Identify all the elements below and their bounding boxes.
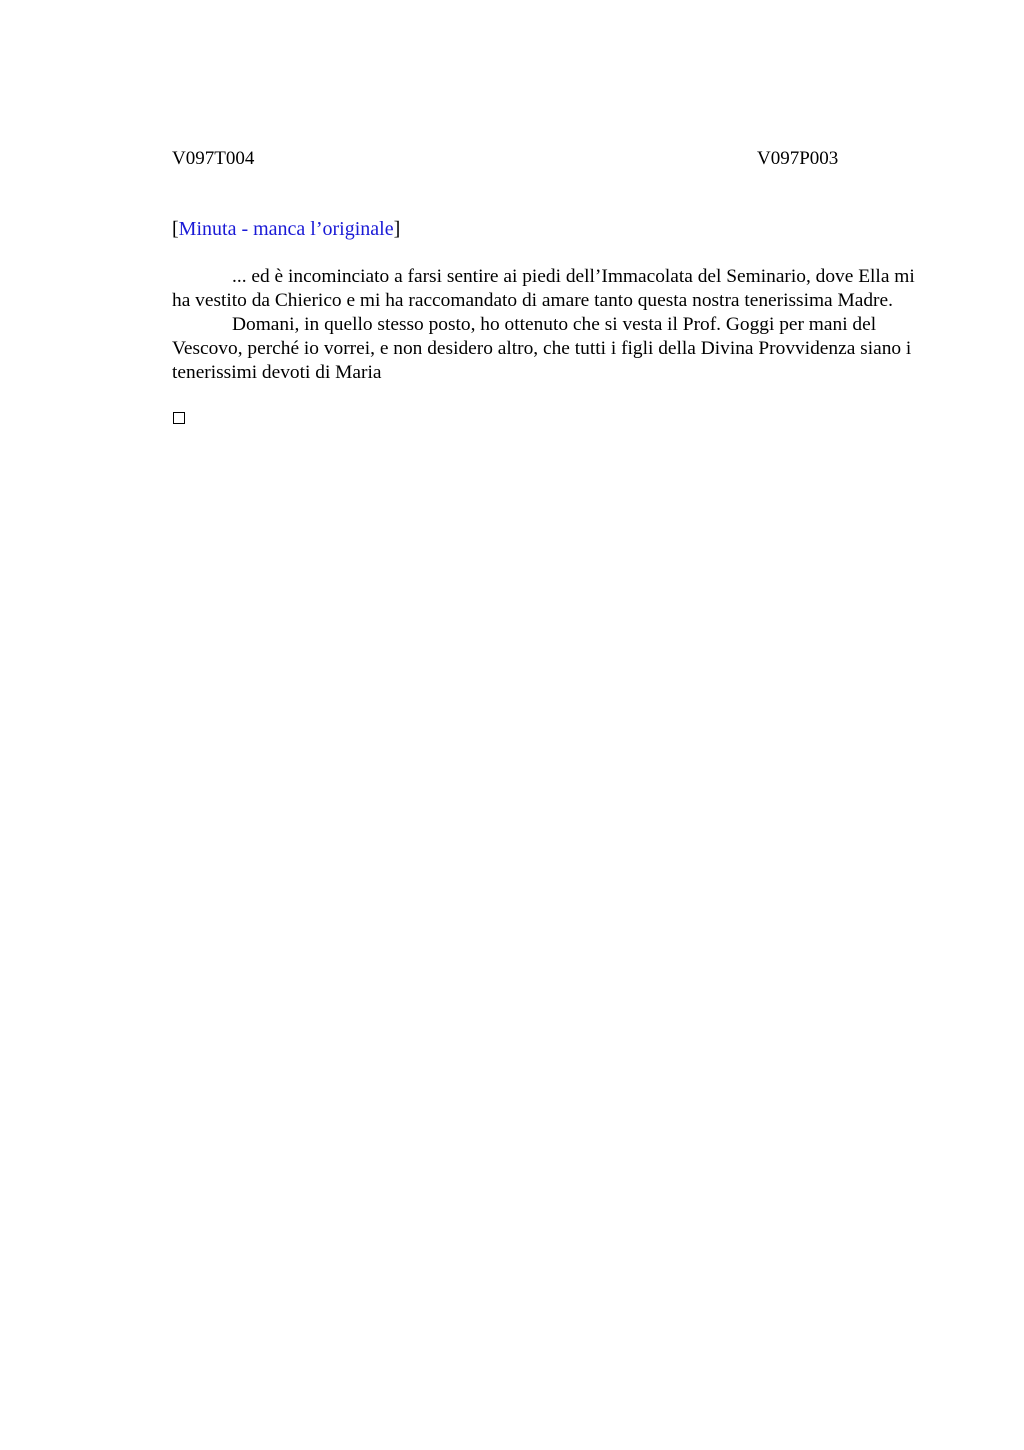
- note-open-bracket: [: [172, 218, 179, 240]
- paragraph: Domani, in quello stesso posto, ho ottenuto che si vesta il Prof. Goggi per mani del Vescovo, perché io vorrei, e non desidero altro, che tutti i figli della Divina Provvidenza siano i tenerissimi devoti di Maria: [172, 314, 912, 383]
- letter-body: [172, 265, 932, 385]
- paragraph: ... ed è incominciato a farsi sentire ai piedi dell’Immacolata del Seminario, dove Ella mi ha vestito da Chierico e mi ha raccomandato di amare tanto questa nostra tenerissima Madre.: [172, 266, 915, 311]
- document-code-left: V097T004: [172, 148, 255, 169]
- editorial-note: [172, 217, 400, 241]
- note-close-bracket: ]: [393, 218, 401, 240]
- document-code-right: V097P003: [757, 148, 839, 169]
- empty-square-icon: [173, 412, 185, 424]
- note-text: Minuta - manca l’originale: [178, 218, 394, 240]
